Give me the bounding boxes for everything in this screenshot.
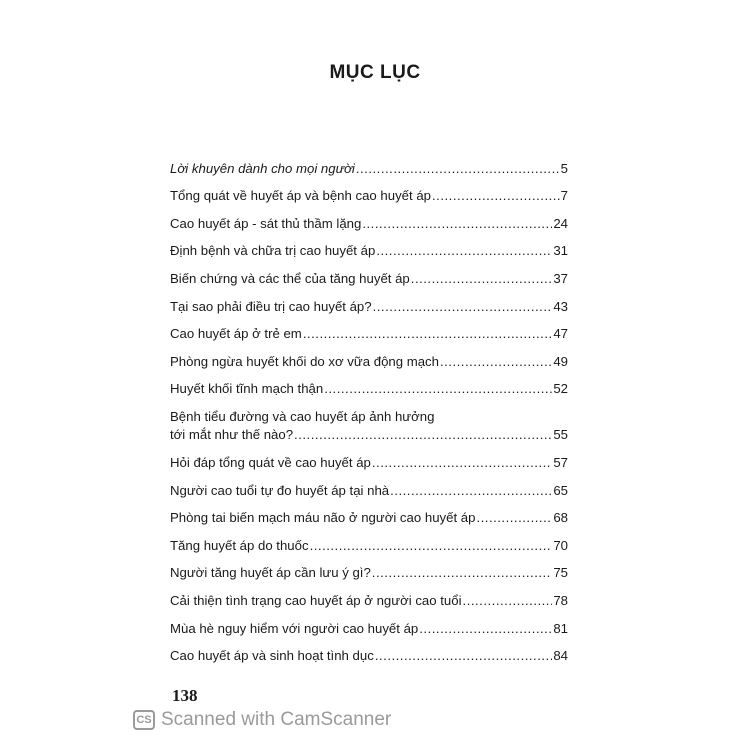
toc-entry-page: 81: [553, 620, 568, 636]
toc-entry: [170, 553, 568, 581]
toc-entry: [170, 258, 568, 286]
dot-leader: [440, 354, 552, 369]
toc-entry-page: 68: [553, 510, 568, 526]
dot-leader: [463, 593, 553, 608]
toc-entry: [170, 314, 568, 342]
dot-leader: [411, 271, 553, 286]
toc-entry: [170, 498, 568, 526]
dot-leader: [372, 455, 552, 470]
toc-entry-page: 49: [553, 353, 568, 369]
toc-entry: [170, 470, 568, 498]
dot-leader: [373, 299, 553, 314]
toc-entry-label: Cao huyết áp ở trẻ em: [170, 326, 302, 342]
toc-entry: [170, 203, 568, 231]
toc-entry-label: Cao huyết áp và sinh hoạt tình dục: [170, 648, 374, 664]
toc-entry-label-continued: tới mắt như thế nào?: [170, 427, 294, 443]
toc-entry: [170, 341, 568, 369]
toc-entry-label: Lời khuyên dành cho mọi người: [170, 160, 355, 176]
toc-entry-page: 75: [553, 565, 568, 581]
toc-entry: [170, 396, 568, 442]
toc-entry-page: 37: [553, 270, 568, 286]
dot-leader: [310, 538, 553, 553]
dot-leader: [476, 510, 552, 525]
dot-leader: [390, 483, 552, 498]
toc-entry: [170, 369, 568, 397]
toc-entry: [170, 442, 568, 470]
dot-leader: [432, 188, 560, 203]
camscanner-logo-icon: CS: [133, 710, 155, 730]
toc-entry-label: Tổng quát về huyết áp và bệnh cao huyết áp: [170, 188, 432, 204]
toc-entry-page: 31: [553, 243, 568, 259]
table-of-contents: [170, 148, 568, 663]
dot-leader: [303, 326, 553, 341]
toc-entry-page: 24: [553, 215, 568, 231]
toc-entry: [170, 525, 568, 553]
toc-entry-page: 47: [553, 326, 568, 342]
toc-entry-label: Hỏi đáp tổng quát về cao huyết áp: [170, 454, 371, 470]
toc-entry: [170, 580, 568, 608]
toc-entry-label: Phòng tai biến mạch máu não ở người cao huyết áp: [170, 510, 476, 526]
page-number: 138: [172, 686, 198, 705]
toc-entry-label: Bệnh tiểu đường và cao huyết áp ảnh hưởng: [170, 409, 435, 425]
toc-entry-label: Huyết khối tĩnh mạch thận: [170, 381, 324, 397]
toc-entry-label: Mùa hè nguy hiểm với người cao huyết áp: [170, 620, 419, 636]
toc-entry: [170, 286, 568, 314]
toc-entry-label: Tăng huyết áp do thuốc: [170, 537, 309, 553]
toc-entry-label: Định bệnh và chữa trị cao huyết áp: [170, 243, 376, 259]
toc-entry-label: Người cao tuổi tự đo huyết áp tại nhà: [170, 482, 390, 498]
toc-entry-page: 43: [553, 298, 568, 314]
toc-entry-page: 5: [560, 160, 568, 176]
toc-entry-label: Tại sao phải điều trị cao huyết áp?: [170, 298, 372, 314]
toc-entry: [170, 231, 568, 259]
toc-entry-page: 84: [553, 648, 568, 664]
dot-leader: [324, 381, 552, 396]
dot-leader: [375, 648, 553, 663]
dot-leader: [362, 216, 552, 231]
toc-entry-page: 70: [553, 537, 568, 553]
toc-entry: [170, 176, 568, 204]
watermark-text: Scanned with CamScanner: [161, 709, 392, 730]
toc-entry-label: Người tăng huyết áp cần lưu ý gì?: [170, 565, 371, 581]
toc-entry-page: 65: [553, 482, 568, 498]
toc-entry-page: 57: [553, 454, 568, 470]
dot-leader: [294, 427, 552, 442]
dot-leader: [372, 565, 553, 580]
toc-entry-page: 52: [553, 381, 568, 397]
toc-entry-label: Phòng ngừa huyết khối do xơ vữa động mạch: [170, 353, 439, 369]
dot-leader: [419, 621, 552, 636]
toc-entry-page: 55: [553, 427, 568, 443]
toc-entry-label: Cải thiện tình trạng cao huyết áp ở người cao tuổi: [170, 592, 462, 608]
toc-entry-page: 78: [553, 592, 568, 608]
toc-entry: [170, 608, 568, 636]
page-title: MỤC LỤC: [329, 62, 421, 83]
toc-entry-label: Cao huyết áp - sát thủ thầm lặng: [170, 215, 362, 231]
dot-leader: [356, 161, 560, 176]
toc-entry-page: 7: [560, 188, 568, 204]
toc-entry: [170, 636, 568, 664]
dot-leader: [376, 243, 552, 258]
toc-entry: [170, 148, 568, 176]
camscanner-watermark: [133, 709, 391, 731]
toc-entry-label: Biến chứng và các thể của tăng huyết áp: [170, 270, 410, 286]
